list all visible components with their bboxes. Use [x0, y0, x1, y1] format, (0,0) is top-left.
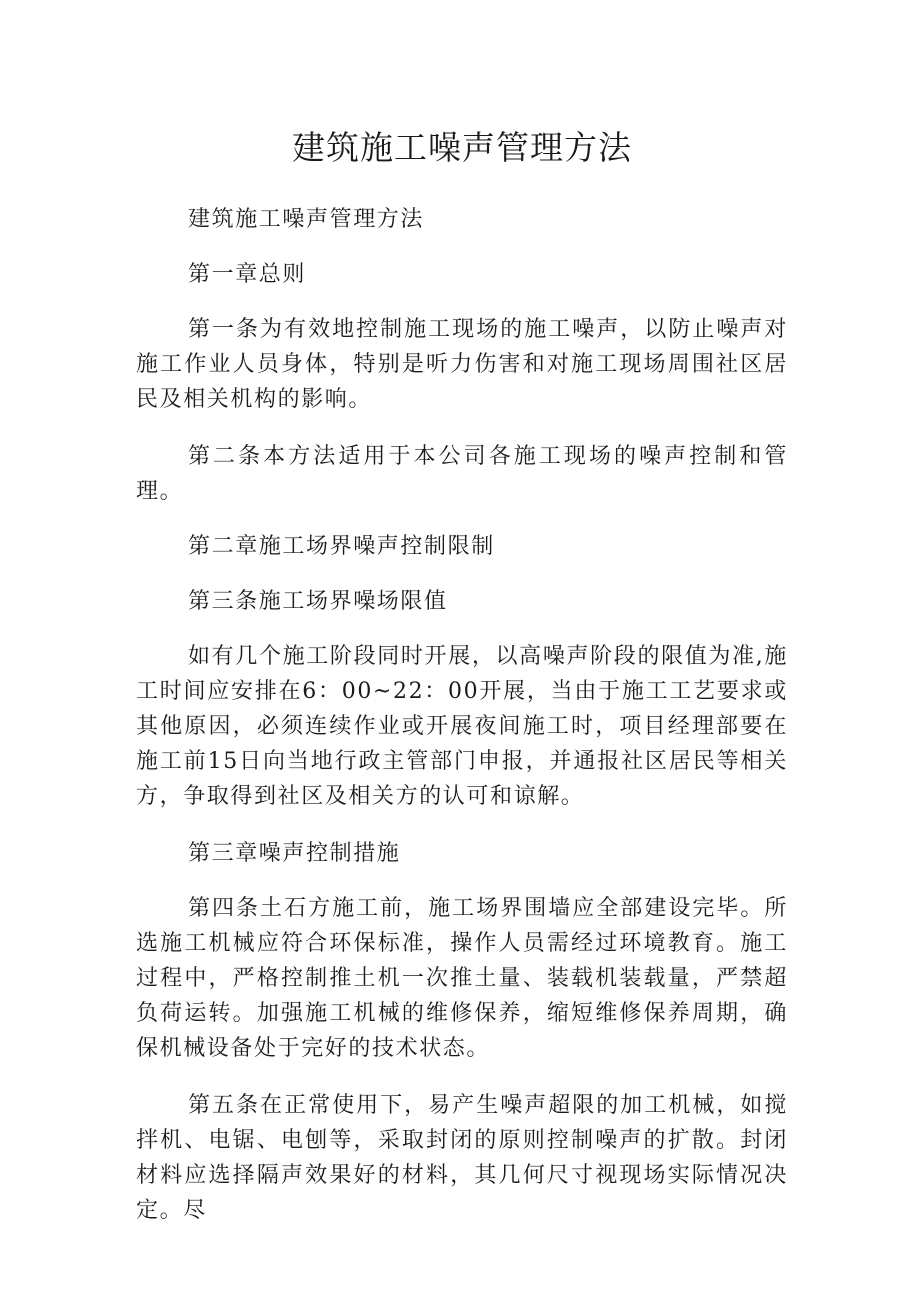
document-subtitle: 建筑施工噪声管理方法 — [188, 207, 425, 232]
document-title: 建筑施工噪声管理方法 — [292, 128, 632, 167]
article-3-body: 如有几个施工阶段同时开展，以高噪声阶段的限值为准,施工时间应安排在6：00~22：00开展，当由于施工工艺要求或其他原因，必须连续作业或开展夜间施工时，项目经理部要在施工前15日向当地行政主管部门申报，并通报社区居民等相关方，争取得到社区及相关方的认可和谅解。 — [136, 644, 788, 809]
article-2: 第二条本方法适用于本公司各施工现场的噪声控制和管理。 — [136, 444, 788, 504]
article-3: 第三条施工场界噪场限值 — [188, 589, 448, 614]
chapter-heading-1: 第一章总则 — [188, 262, 307, 287]
article-5: 第五条在正常使用下，易产生噪声超限的加工机械，如搅拌机、电锯、电刨等，采取封闭的原则控制噪声的扩散。封闭材料应选择隔声效果好的材料，其几何尺寸视现场实际情况决定。尽 — [136, 1093, 788, 1223]
article-4: 第四条土石方施工前，施工场界围墙应全部建设完毕。所选施工机械应符合环保标准，操作人员需经过环境教育。施工过程中，严格控制推土机一次推土量、装载机装载量，严禁超负荷运转。加强施工机械的维修保养，缩短维修保养周期，确保机械设备处于完好的技术状态。 — [136, 896, 788, 1061]
chapter-heading-2: 第二章施工场界噪声控制限制 — [188, 534, 495, 559]
article-1: 第一条为有效地控制施工现场的施工噪声，以防止噪声对施工作业人员身体，特别是听力伤害和对施工现场周围社区居民及相关机构的影响。 — [136, 317, 788, 412]
chapter-heading-3: 第三章噪声控制措施 — [188, 841, 401, 866]
